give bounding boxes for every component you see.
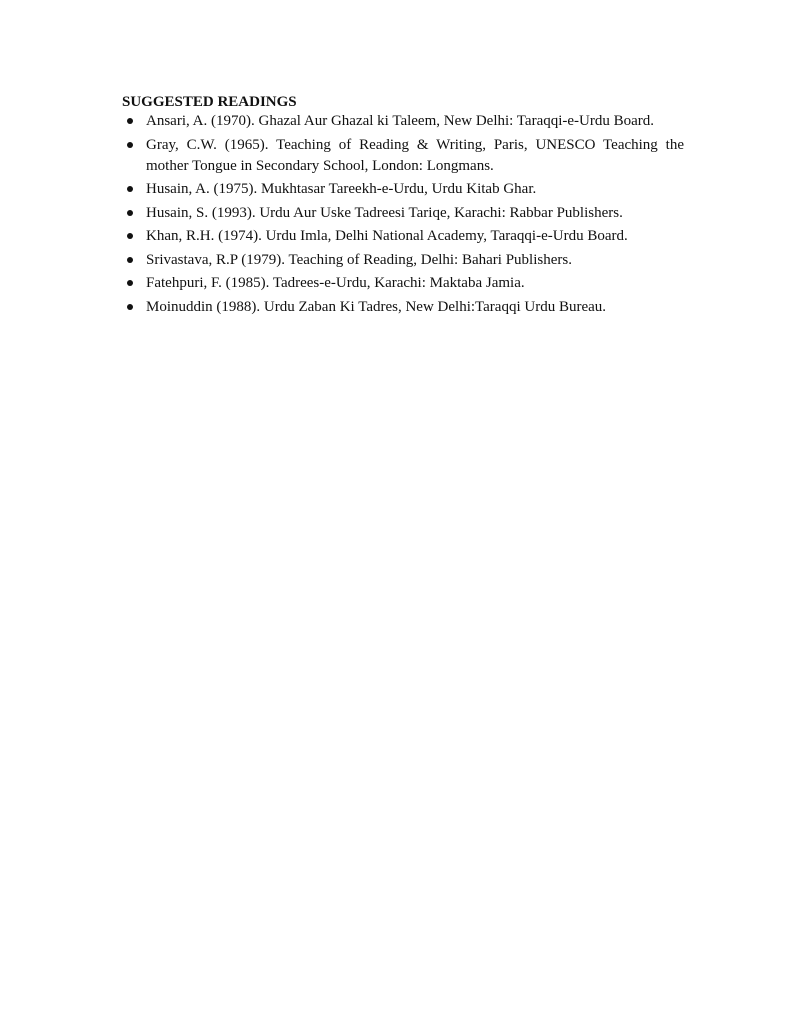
reading-text: Husain, A. (1975). Mukhtasar Tareekh-e-Urdu, Urdu Kitab Ghar. [146, 181, 537, 197]
list-item [122, 111, 684, 132]
list-item [122, 179, 684, 200]
bullet-icon [127, 118, 133, 124]
reading-text: Fatehpuri, F. (1985). Tadrees-e-Urdu, Karachi: Maktaba Jamia. [146, 275, 525, 291]
reading-text: Gray, C.W. (1965). Teaching of Reading & Writing, Paris, UNESCO Teaching the mother Tongue in Secondary School, London: Longmans. [146, 136, 684, 174]
list-item [122, 297, 684, 318]
list-item [122, 203, 684, 224]
reading-text: Khan, R.H. (1974). Urdu Imla, Delhi National Academy, Taraqqi-e-Urdu Board. [146, 228, 628, 244]
bullet-icon [127, 257, 133, 263]
suggested-readings-section [122, 93, 684, 320]
bullet-icon [127, 280, 133, 286]
bullet-icon [127, 304, 133, 310]
list-item [122, 273, 684, 294]
bullet-icon [127, 142, 133, 148]
list-item [122, 226, 684, 247]
bullet-icon [127, 210, 133, 216]
readings-list [122, 111, 684, 318]
section-heading: SUGGESTED READINGS [122, 94, 297, 110]
reading-text: Srivastava, R.P (1979). Teaching of Reading, Delhi: Bahari Publishers. [146, 251, 572, 268]
reading-text: Moinuddin (1988). Urdu Zaban Ki Tadres, New Delhi:Taraqqi Urdu Bureau. [146, 298, 607, 315]
reading-text: Husain, S. (1993). Urdu Aur Uske Tadreesi Tariqe, Karachi: Rabbar Publishers. [146, 204, 623, 221]
bullet-icon [127, 233, 133, 239]
bullet-icon [127, 186, 133, 192]
reading-text: Ansari, A. (1970). Ghazal Aur Ghazal ki Taleem, New Delhi: Taraqqi-e-Urdu Board. [146, 113, 655, 129]
list-item [122, 250, 684, 271]
list-item [122, 135, 684, 177]
